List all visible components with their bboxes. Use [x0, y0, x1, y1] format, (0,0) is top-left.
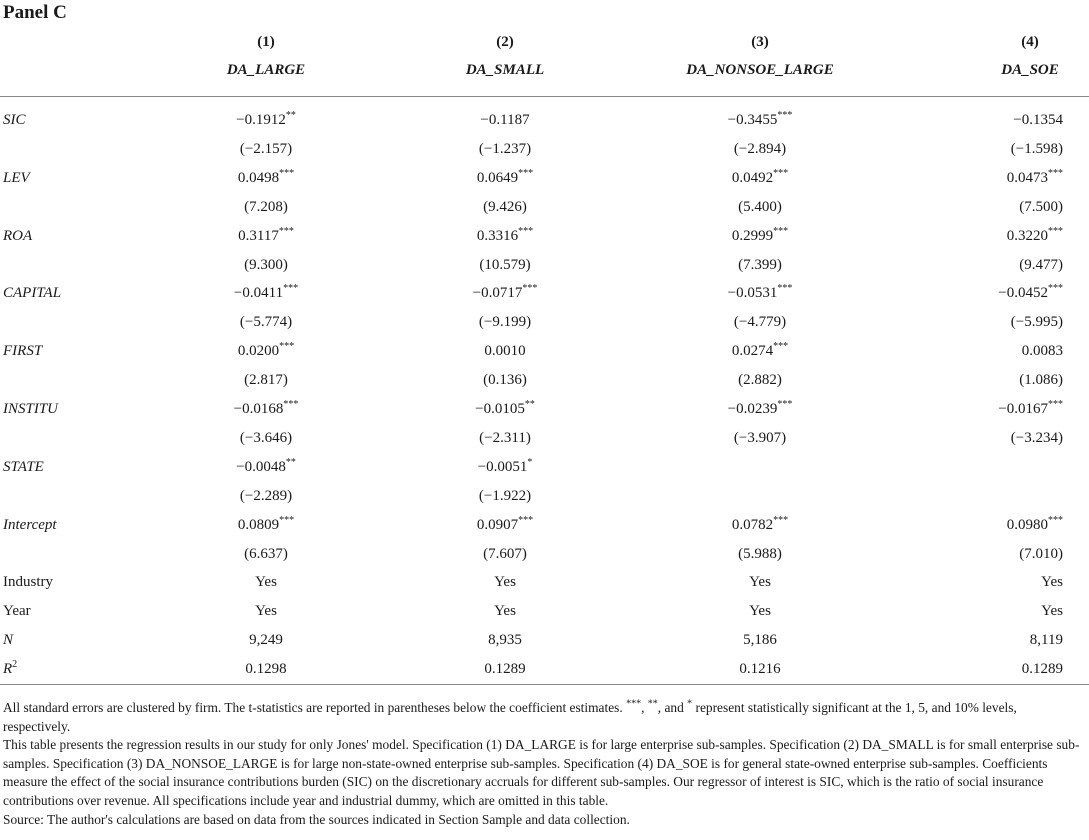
table-cell: Yes: [494, 603, 516, 620]
table-row: [0, 280, 1089, 309]
table-cell: (−5.774): [239, 314, 293, 331]
table-cell: 0.0782***: [731, 514, 789, 533]
panel-title: Panel C: [3, 2, 67, 23]
table-cell: −0.0051*: [477, 456, 533, 475]
table-cell: (−5.995): [1010, 314, 1063, 331]
table-cell: (−3.234): [1010, 429, 1063, 446]
table-cell: −0.0717***: [472, 283, 538, 302]
table-row: [0, 194, 1089, 223]
table-cell: 0.0473***: [1006, 167, 1063, 186]
table-row: [0, 396, 1089, 425]
row-label: Intercept: [3, 516, 57, 533]
table-cell: −0.0168***: [233, 399, 299, 417]
table-cell: (5.988): [738, 545, 782, 562]
row-label: FIRST: [3, 343, 43, 360]
table-cell: (7.607): [483, 545, 527, 562]
table-row: [0, 569, 1089, 598]
table-cell: 0.1216: [739, 661, 781, 678]
row-label: LEV: [3, 169, 30, 186]
column-name: DA_SOE: [1001, 62, 1059, 78]
row-label: STATE: [3, 458, 44, 475]
table-cell: 0.1289: [1021, 661, 1063, 678]
table-cell: −0.0239***: [727, 399, 793, 417]
column-number: (1): [257, 34, 275, 50]
table-cell: −0.0411***: [233, 283, 299, 302]
table-cell: Yes: [1041, 603, 1063, 620]
table-cell: 0.3117***: [238, 225, 294, 244]
table-cell: Yes: [255, 574, 277, 591]
row-label: CAPITAL: [3, 285, 62, 302]
row-label: Year: [3, 603, 31, 620]
table-cell: −0.1354: [1013, 112, 1063, 128]
table-cell: 0.0083: [1021, 343, 1063, 360]
table-row: [0, 454, 1089, 483]
table-row: [0, 656, 1089, 685]
table-cell: −0.3455***: [727, 110, 793, 128]
table-row: [0, 367, 1089, 396]
table-cell: (−2.894): [733, 140, 787, 157]
table-cell: 0.0274***: [731, 341, 789, 360]
table-cell: (0.136): [483, 372, 527, 389]
table-cell: 0.0980***: [1006, 514, 1063, 533]
table-cell: 8,935: [488, 632, 522, 649]
table-cell: (6.637): [244, 545, 288, 562]
table-cell: (7.010): [1019, 545, 1063, 562]
row-label: ROA: [3, 227, 33, 244]
row-label: INSTITU: [3, 401, 59, 417]
table-row: [0, 165, 1089, 194]
table-row: [0, 541, 1089, 570]
table-cell: (7.208): [244, 198, 288, 215]
column-number: (4): [1021, 34, 1039, 50]
table-cell: (−2.311): [479, 429, 531, 446]
table-cell: 0.1298: [245, 661, 287, 678]
table-cell: 0.3220***: [1006, 225, 1063, 244]
note-source: Source: The author's calculations are based on data from the sources indicated in Section Sample and data collection.: [3, 811, 630, 827]
table-cell: Yes: [1041, 574, 1063, 591]
table-cell: 0.2999***: [731, 225, 789, 244]
table-cell: 0.0907***: [476, 514, 534, 533]
table-row: [0, 512, 1089, 541]
table-cell: 0.0498***: [237, 167, 295, 186]
table-cell: (−3.907): [733, 429, 787, 446]
table-cell: (2.882): [738, 372, 782, 389]
table-cell: −0.0531***: [727, 283, 793, 302]
note-description: This table presents the regression results in our study for only Jones' model. Specification (1) DA_LARGE is for large enterprise sub-samples. Specification (2) DA_SMALL is for small enterprise sub-samples. Specification (3) DA_NONSOE_LARGE is for large non-state-owned enterprise sub-samples. Specification (4) DA_SOE is for general state-owned enterprise sub-samples. Coefficients measure the effect of the social insurance contributions burden (SIC) on the discretionary accruals for different sub-samples. Our regressor of interest is SIC, which is the ratio of social insurance contributions over revenue. All specifications include year and industrial dummy, which are omitted in this table.: [3, 737, 1080, 808]
table-cell: 0.3316***: [476, 225, 534, 244]
table-cell: −0.0452***: [998, 283, 1063, 302]
row-label: Industry: [3, 574, 53, 591]
table-cell: (−2.289): [239, 487, 293, 504]
table-cell: (−4.779): [733, 314, 787, 331]
table-cell: −0.0167***: [998, 399, 1063, 417]
table-cell: 0.0010: [484, 343, 526, 360]
table-cell: (7.399): [738, 256, 782, 273]
note-significance: All standard errors are clustered by firm. The t-statistics are reported in parentheses below the coefficient estimates. ***, **, and * represent statistically significant at the 1, 5, and 10% levels, respectively.: [3, 698, 1017, 734]
column-name: DA_SMALL: [465, 62, 545, 78]
table-cell: 5,186: [743, 632, 777, 649]
table-row: [0, 107, 1089, 136]
table-row: [0, 425, 1089, 454]
table-cell: 0.0200***: [237, 341, 295, 360]
row-label: N: [3, 632, 14, 649]
table-cell: (9.426): [483, 198, 527, 215]
table-notes: [3, 699, 1085, 829]
table-cell: (9.477): [1019, 256, 1063, 273]
table-cell: (9.300): [244, 256, 288, 273]
column-name: DA_LARGE: [226, 62, 306, 78]
table-cell: −0.0048**: [236, 456, 296, 475]
table-cell: 9,249: [249, 632, 283, 649]
table-cell: Yes: [749, 603, 771, 620]
table-cell: −0.1912**: [236, 110, 296, 128]
bottom-rule: [0, 684, 1089, 685]
table-row: [0, 338, 1089, 367]
row-label: SIC: [3, 112, 26, 128]
table-row: [0, 252, 1089, 281]
table-cell: Yes: [749, 574, 771, 591]
table-cell: (−3.646): [239, 429, 293, 446]
table-cell: (10.579): [479, 256, 531, 273]
table-cell: (−1.237): [478, 140, 532, 157]
table-row: [0, 309, 1089, 338]
table-row: [0, 483, 1089, 512]
table-cell: (−1.598): [1010, 140, 1063, 157]
table-cell: (2.817): [244, 372, 288, 389]
table-cell: (1.086): [1019, 372, 1063, 389]
table-cell: (7.500): [1019, 198, 1063, 215]
column-number: (2): [496, 34, 514, 50]
table-row: [0, 223, 1089, 252]
column-number: (3): [751, 34, 769, 50]
table-cell: 8,119: [1029, 632, 1063, 649]
table-cell: −0.0105**: [475, 399, 535, 417]
table-cell: 0.0649***: [476, 167, 534, 186]
table-cell: (−9.199): [478, 314, 532, 331]
table-cell: (−1.922): [478, 487, 532, 504]
table-row: [0, 598, 1089, 627]
table-cell: Yes: [494, 574, 516, 591]
header-rule: [0, 96, 1089, 97]
table-row: [0, 136, 1089, 165]
table-cell: Yes: [255, 603, 277, 620]
row-label: $R^2$: [3, 659, 18, 678]
table-cell: 0.0492***: [731, 167, 789, 186]
table-row: [0, 627, 1089, 656]
table-cell: (5.400): [738, 198, 782, 215]
table-cell: −0.1187: [480, 112, 530, 128]
table-cell: 0.1289: [484, 661, 526, 678]
table-cell: 0.0809***: [237, 514, 295, 533]
column-name: DA_NONSOE_LARGE: [686, 62, 834, 78]
table-cell: (−2.157): [239, 140, 293, 157]
